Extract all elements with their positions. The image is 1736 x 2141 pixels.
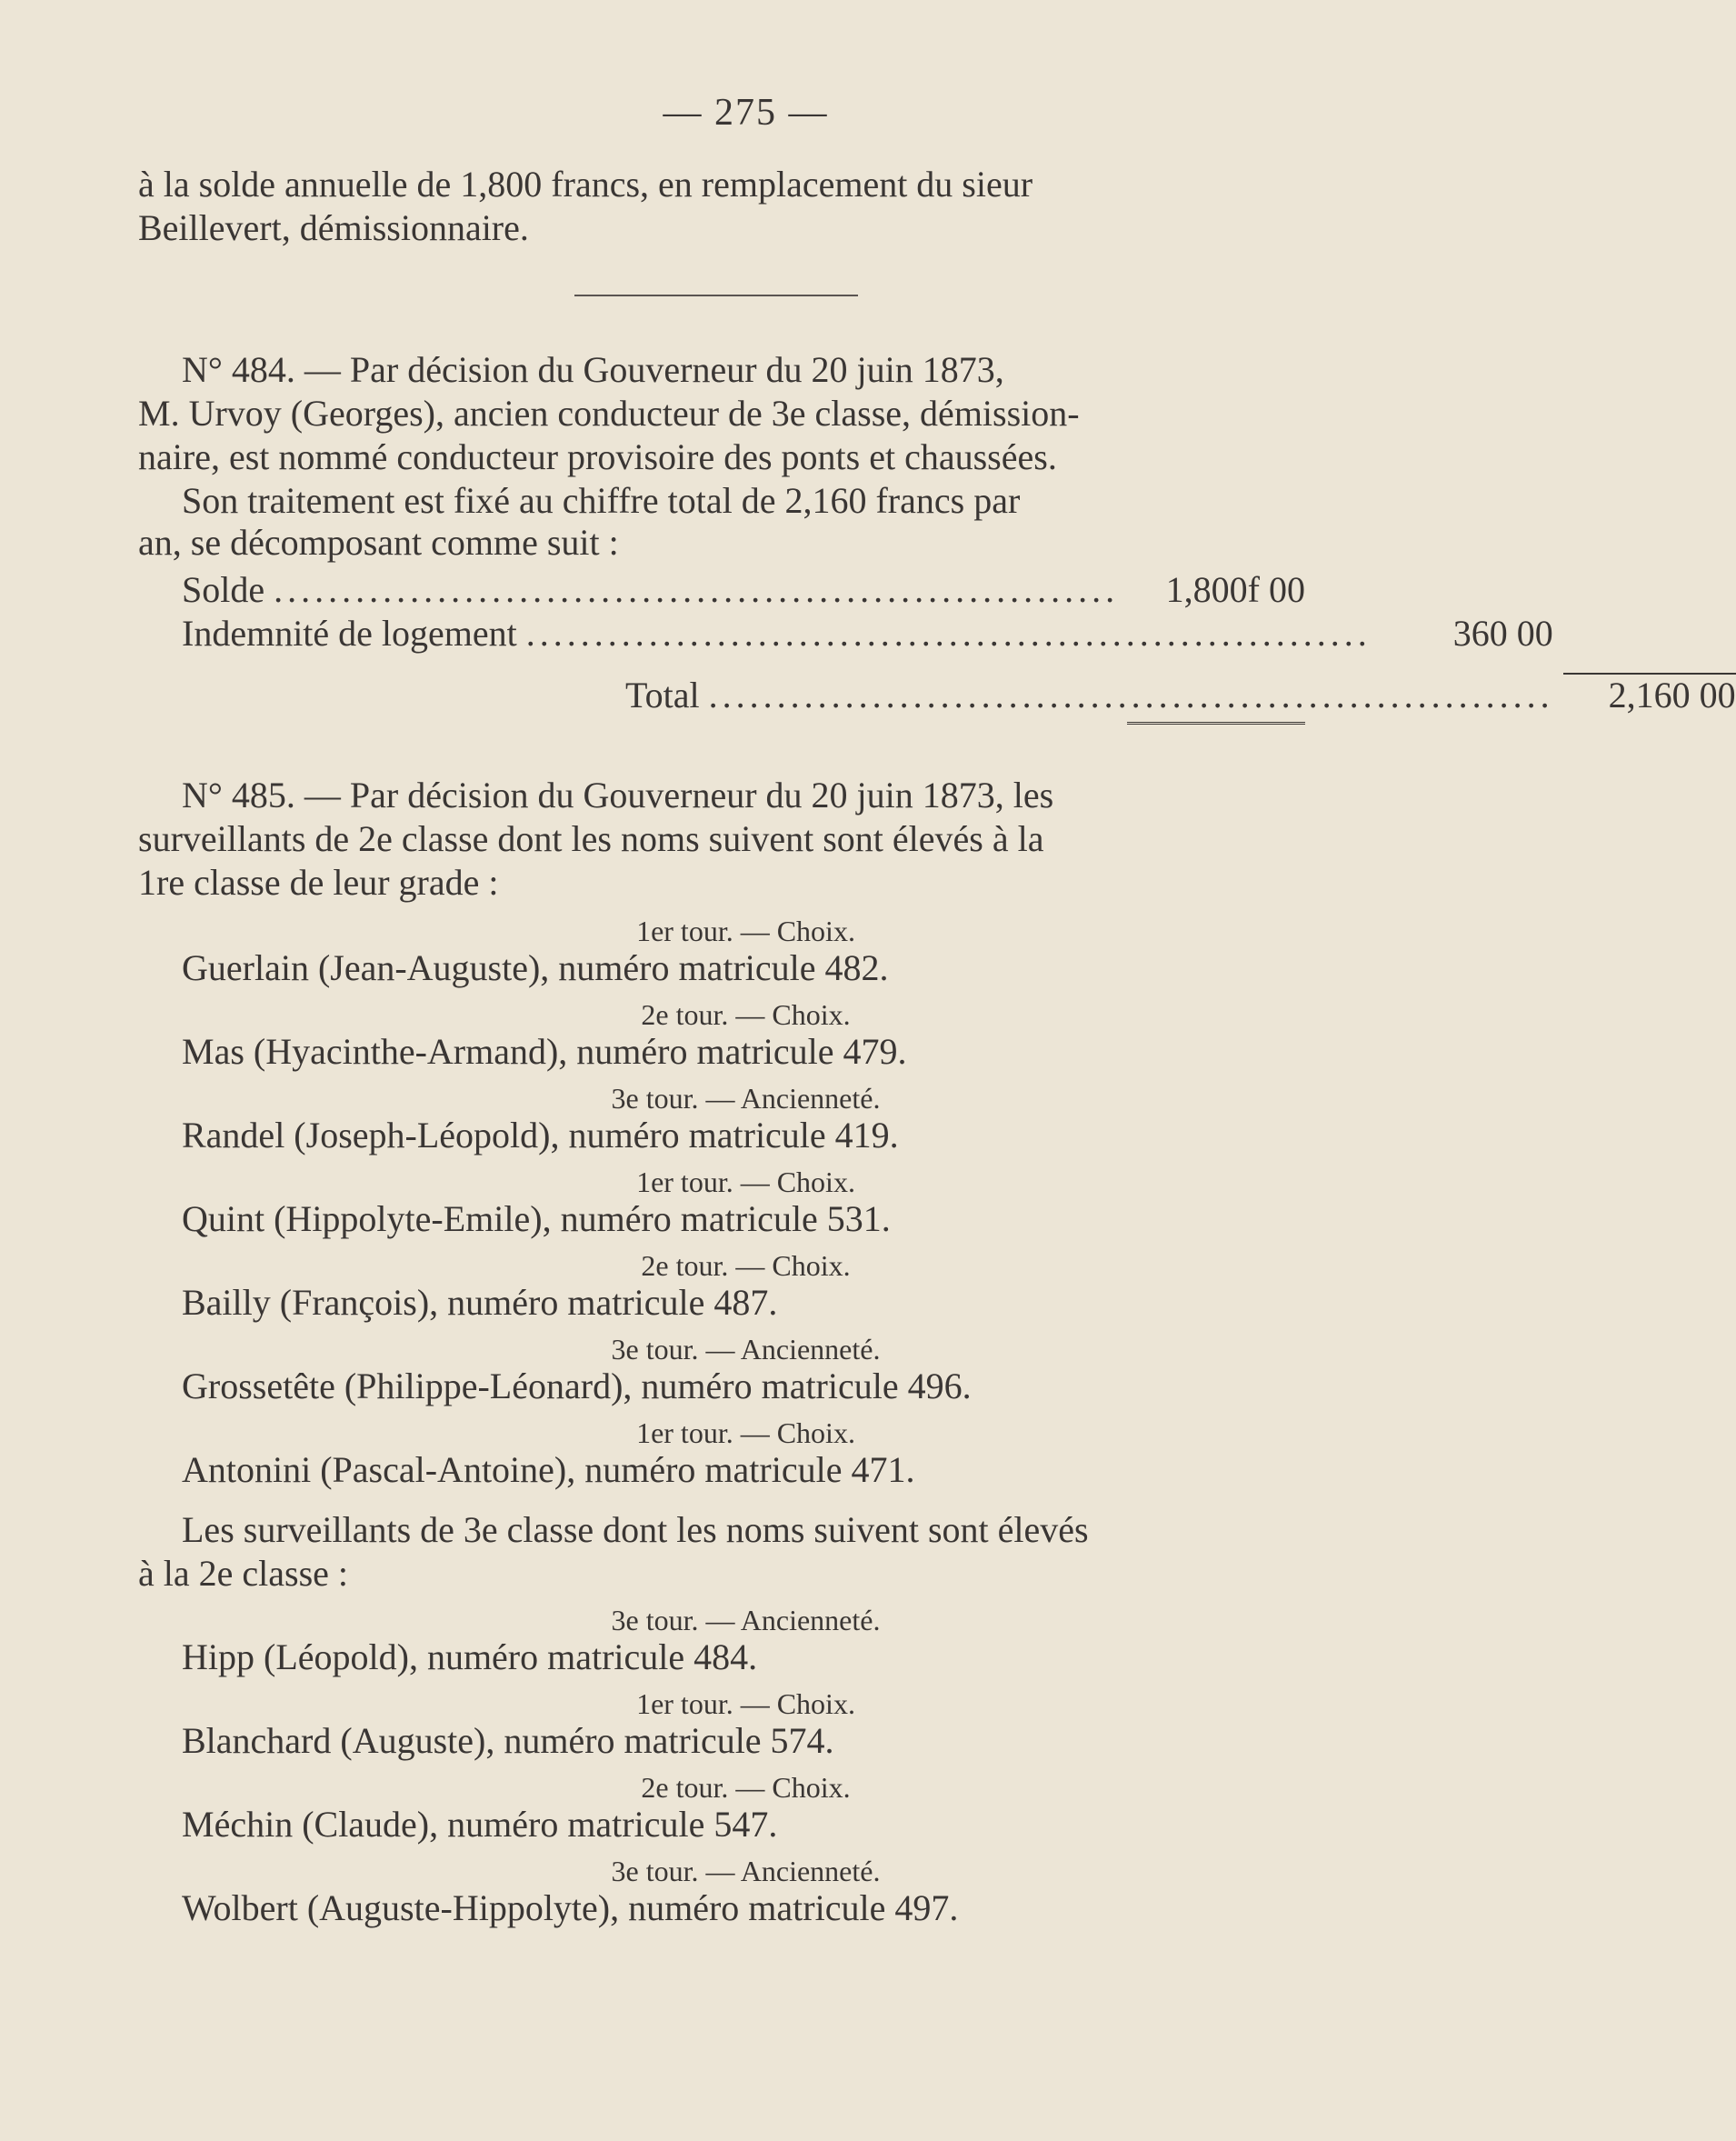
tour-heading: 2e tour. — Choix. — [641, 1249, 851, 1282]
ledger-row — [182, 613, 1553, 656]
paragraph-line: surveillants de 2e classe dont les noms suivent sont élevés à la — [138, 818, 1044, 859]
ledger-amount: 360 00 — [1452, 613, 1553, 654]
paragraph-line: Beillevert, démissionnaire. — [138, 207, 529, 248]
paragraph-line: à la solde annuelle de 1,800 francs, en remplacement du sieur — [138, 164, 1033, 205]
tour-heading: 1er tour. — Choix. — [636, 1687, 855, 1720]
tour-heading: 1er tour. — Choix. — [636, 1166, 855, 1198]
promotion-entry: Randel (Joseph-Léopold), numéro matricule 419. — [182, 1115, 899, 1156]
paragraph-line: Les surveillants de 3e classe dont les noms suivent sont élevés — [182, 1509, 1089, 1550]
section-divider — [574, 295, 858, 296]
paragraph-line: à la 2e classe : — [138, 1553, 348, 1594]
ledger-label: Solde — [182, 569, 265, 610]
leader-dots: .............................................................. — [708, 675, 1554, 715]
total-double-rule — [1127, 722, 1305, 728]
promotion-entry: Méchin (Claude), numéro matricule 547. — [182, 1804, 778, 1845]
ledger-total-label: Total — [625, 675, 700, 715]
promotion-entry: Blanchard (Auguste), numéro matricule 574. — [182, 1720, 834, 1761]
promotion-entry: Grossetête (Philippe-Léonard), numéro matricule 496. — [182, 1366, 972, 1406]
paragraph-line: naire, est nommé conducteur provisoire des ponts et chaussées. — [138, 436, 1057, 477]
tour-heading: 3e tour. — Ancienneté. — [611, 1855, 881, 1887]
tour-heading: 3e tour. — Ancienneté. — [611, 1604, 881, 1636]
leader-dots: .............................................................. — [525, 613, 1372, 654]
page-number: — 275 — — [663, 92, 829, 134]
promotion-entry: Mas (Hyacinthe-Armand), numéro matricule 479. — [182, 1031, 907, 1072]
paragraph-line: M. Urvoy (Georges), ancien conducteur de 3e classe, démission- — [138, 393, 1080, 434]
leader-dots: .............................................................. — [274, 569, 1120, 610]
ledger-total-amount: 2,160 00 — [1563, 673, 1736, 716]
promotion-entry: Guerlain (Jean-Auguste), numéro matricule 482. — [182, 947, 889, 988]
promotion-entry: Wolbert (Auguste-Hippolyte), numéro matricule 497. — [182, 1887, 959, 1928]
ledger-label: Indemnité de logement — [182, 613, 517, 654]
tour-heading: 1er tour. — Choix. — [636, 915, 855, 947]
paragraph-line: N° 485. — Par décision du Gouverneur du 20 juin 1873, les — [182, 775, 1054, 815]
promotion-entry: Antonini (Pascal-Antoine), numéro matricule 471. — [182, 1449, 915, 1490]
ledger-total-row — [182, 673, 1736, 716]
ledger-amount: 1,800f 00 — [1165, 569, 1305, 610]
tour-heading: 3e tour. — Ancienneté. — [611, 1082, 881, 1115]
ledger-row — [182, 569, 1305, 613]
tour-heading: 2e tour. — Choix. — [641, 998, 851, 1031]
tour-heading: 2e tour. — Choix. — [641, 1771, 851, 1804]
tour-heading: 1er tour. — Choix. — [636, 1416, 855, 1449]
promotion-entry: Quint (Hippolyte-Emile), numéro matricule 531. — [182, 1198, 891, 1239]
promotion-entry: Hipp (Léopold), numéro matricule 484. — [182, 1636, 758, 1677]
paragraph-line: an, se décomposant comme suit : — [138, 522, 619, 563]
salary-ledger — [182, 569, 1736, 716]
tour-heading: 3e tour. — Ancienneté. — [611, 1333, 881, 1366]
paragraph-line: N° 484. — Par décision du Gouverneur du 20 juin 1873, — [182, 349, 1004, 390]
paragraph-line: 1re classe de leur grade : — [138, 862, 499, 903]
paragraph-line: Son traitement est fixé au chiffre total de 2,160 francs par — [182, 480, 1021, 521]
promotion-entry: Bailly (François), numéro matricule 487. — [182, 1282, 778, 1323]
